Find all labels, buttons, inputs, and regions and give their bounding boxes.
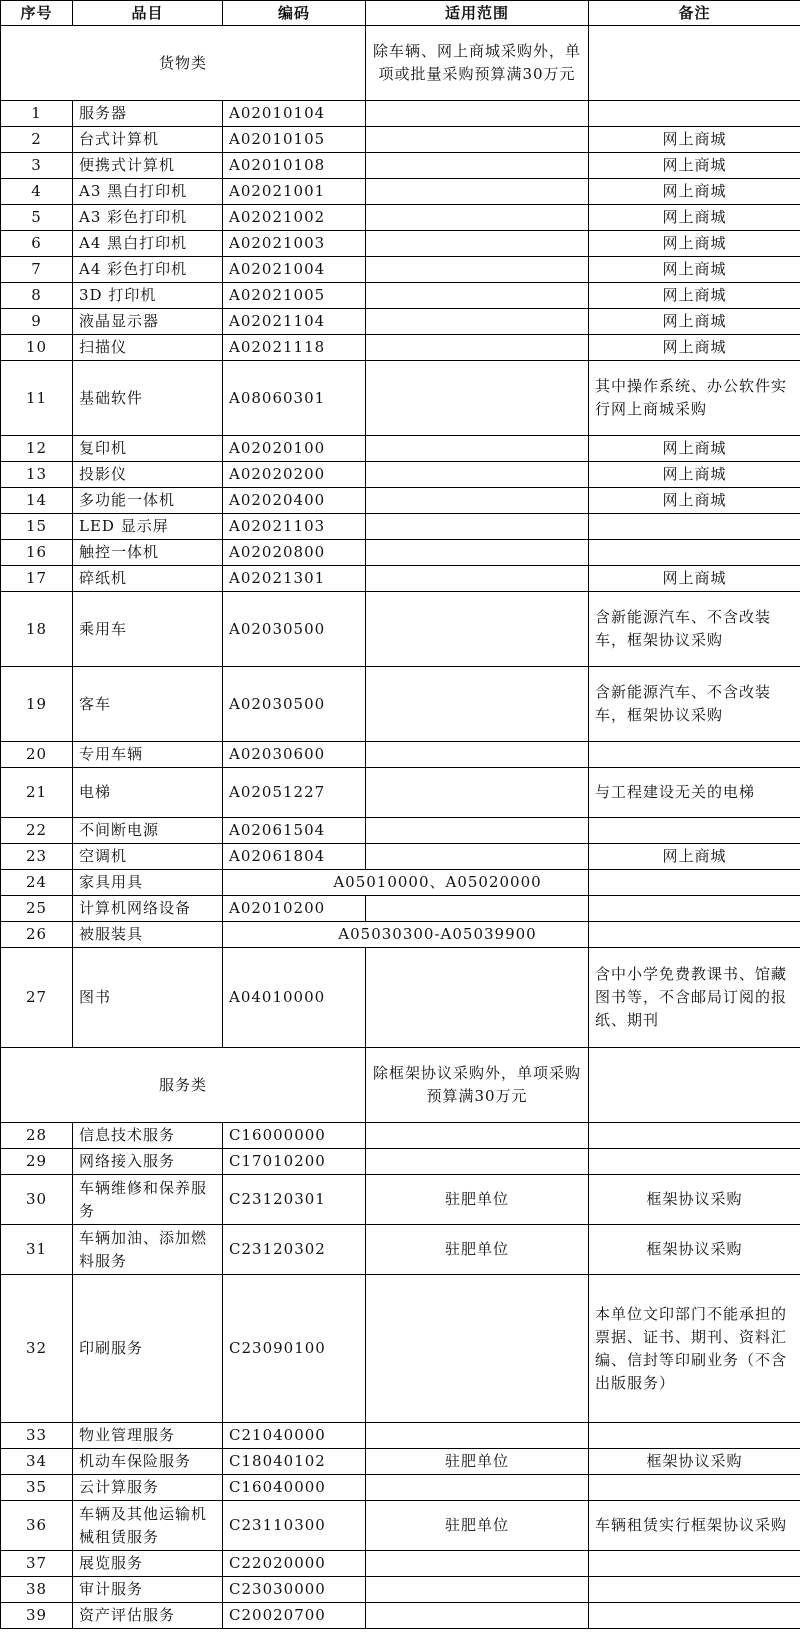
item-name: 服务器 — [73, 101, 223, 127]
item-code: C17010200 — [223, 1149, 366, 1175]
table-row — [1, 1123, 800, 1149]
table-row — [1, 870, 800, 896]
item-scope: 驻肥单位 — [366, 1449, 589, 1475]
item-scope — [366, 1475, 589, 1501]
item-note: 网上商城 — [589, 462, 800, 488]
item-name: 信息技术服务 — [73, 1123, 223, 1149]
item-name: 印刷服务 — [73, 1275, 223, 1423]
item-name: 车辆及其他运输机械租赁服务 — [73, 1501, 223, 1551]
item-scope — [366, 844, 589, 870]
item-scope — [366, 667, 589, 742]
row-number: 29 — [1, 1149, 73, 1175]
item-name: 客车 — [73, 667, 223, 742]
item-scope — [366, 566, 589, 592]
item-name: 审计服务 — [73, 1577, 223, 1603]
item-name: 空调机 — [73, 844, 223, 870]
item-note: 车辆租赁实行框架协议采购 — [589, 1501, 800, 1551]
header-code: 编码 — [223, 1, 366, 26]
table-row — [1, 922, 800, 948]
item-name: A4 彩色打印机 — [73, 257, 223, 283]
item-code: A02010104 — [223, 101, 366, 127]
item-code: A02061504 — [223, 818, 366, 844]
item-note — [589, 922, 800, 948]
item-note: 网上商城 — [589, 127, 800, 153]
item-note: 网上商城 — [589, 844, 800, 870]
table-row — [1, 1449, 800, 1475]
header-note: 备注 — [589, 1, 800, 26]
table-row — [1, 335, 800, 361]
item-note — [589, 896, 800, 922]
item-name: 资产评估服务 — [73, 1603, 223, 1629]
item-code: A02030500 — [223, 592, 366, 667]
header-scope: 适用范围 — [366, 1, 589, 26]
table-row — [1, 592, 800, 667]
item-note: 含中小学免费教课书、馆藏图书等，不含邮局订阅的报纸、期刊 — [589, 948, 800, 1048]
row-number: 18 — [1, 592, 73, 667]
row-number: 6 — [1, 231, 73, 257]
item-name: 3D 打印机 — [73, 283, 223, 309]
section-label-goods: 货物类 — [1, 26, 366, 101]
item-note — [589, 514, 800, 540]
item-note — [589, 1123, 800, 1149]
item-code: C23090100 — [223, 1275, 366, 1423]
table-row — [1, 488, 800, 514]
item-name: 网络接入服务 — [73, 1149, 223, 1175]
table-row — [1, 257, 800, 283]
item-name: 被服装具 — [73, 922, 223, 948]
table-row — [1, 231, 800, 257]
item-note: 与工程建设无关的电梯 — [589, 768, 800, 818]
item-code: A02020100 — [223, 436, 366, 462]
header-no: 序号 — [1, 1, 73, 26]
row-number: 16 — [1, 540, 73, 566]
item-name: 基础软件 — [73, 361, 223, 436]
item-scope — [366, 153, 589, 179]
table-row — [1, 179, 800, 205]
item-scope — [366, 101, 589, 127]
section-note-goods — [589, 26, 800, 101]
item-note — [589, 540, 800, 566]
item-name: 计算机网络设备 — [73, 896, 223, 922]
item-note: 网上商城 — [589, 205, 800, 231]
item-scope — [366, 231, 589, 257]
item-name: LED 显示屏 — [73, 514, 223, 540]
item-note: 其中操作系统、办公软件实行网上商城采购 — [589, 361, 800, 436]
item-scope — [366, 179, 589, 205]
item-code: A02021003 — [223, 231, 366, 257]
row-number: 17 — [1, 566, 73, 592]
item-note: 框架协议采购 — [589, 1449, 800, 1475]
section-row-services — [1, 1048, 800, 1123]
table-row — [1, 436, 800, 462]
item-note: 框架协议采购 — [589, 1225, 800, 1275]
item-note — [589, 1603, 800, 1629]
item-code: A02051227 — [223, 768, 366, 818]
item-name: 专用车辆 — [73, 742, 223, 768]
item-scope — [366, 896, 589, 922]
item-code: A02061804 — [223, 844, 366, 870]
item-note: 网上商城 — [589, 335, 800, 361]
item-name: 扫描仪 — [73, 335, 223, 361]
item-scope — [366, 592, 589, 667]
item-code: C18040102 — [223, 1449, 366, 1475]
item-name: 云计算服务 — [73, 1475, 223, 1501]
item-code: A05030300-A05039900 — [223, 922, 589, 948]
item-name: 展览服务 — [73, 1551, 223, 1577]
row-number: 38 — [1, 1577, 73, 1603]
item-code: A02010105 — [223, 127, 366, 153]
table-row — [1, 153, 800, 179]
item-code: A02021002 — [223, 205, 366, 231]
item-code: C22020000 — [223, 1551, 366, 1577]
row-number: 27 — [1, 948, 73, 1048]
item-scope — [366, 1123, 589, 1149]
item-note: 网上商城 — [589, 283, 800, 309]
item-scope — [366, 742, 589, 768]
item-scope — [366, 1577, 589, 1603]
row-number: 28 — [1, 1123, 73, 1149]
item-note — [589, 1551, 800, 1577]
table-row — [1, 1175, 800, 1225]
table-row — [1, 205, 800, 231]
item-code: A02030600 — [223, 742, 366, 768]
item-name: 机动车保险服务 — [73, 1449, 223, 1475]
item-scope — [366, 514, 589, 540]
item-note — [589, 101, 800, 127]
item-note — [589, 1577, 800, 1603]
table-row — [1, 1275, 800, 1423]
row-number: 25 — [1, 896, 73, 922]
row-number: 21 — [1, 768, 73, 818]
table-row — [1, 361, 800, 436]
row-number: 32 — [1, 1275, 73, 1423]
item-code: A02021104 — [223, 309, 366, 335]
item-scope — [366, 283, 589, 309]
row-number: 4 — [1, 179, 73, 205]
item-note: 网上商城 — [589, 179, 800, 205]
item-code: C16040000 — [223, 1475, 366, 1501]
item-note: 网上商城 — [589, 309, 800, 335]
item-scope — [366, 948, 589, 1048]
row-number: 37 — [1, 1551, 73, 1577]
item-name: 乘用车 — [73, 592, 223, 667]
item-scope: 驻肥单位 — [366, 1175, 589, 1225]
item-scope — [366, 488, 589, 514]
table-body — [1, 26, 800, 1629]
item-scope — [366, 1603, 589, 1629]
table-row — [1, 540, 800, 566]
item-scope — [366, 1149, 589, 1175]
item-note: 含新能源汽车、不含改装车，框架协议采购 — [589, 667, 800, 742]
table-row — [1, 948, 800, 1048]
item-note — [589, 818, 800, 844]
item-code: A04010000 — [223, 948, 366, 1048]
item-note: 网上商城 — [589, 566, 800, 592]
item-code: A02020800 — [223, 540, 366, 566]
row-number: 33 — [1, 1423, 73, 1449]
row-number: 15 — [1, 514, 73, 540]
row-number: 5 — [1, 205, 73, 231]
row-number: 11 — [1, 361, 73, 436]
row-number: 13 — [1, 462, 73, 488]
item-code: A02021301 — [223, 566, 366, 592]
table-row — [1, 1423, 800, 1449]
section-note-services — [589, 1048, 800, 1123]
item-name: 投影仪 — [73, 462, 223, 488]
row-number: 20 — [1, 742, 73, 768]
item-name: 图书 — [73, 948, 223, 1048]
item-name: 碎纸机 — [73, 566, 223, 592]
table-row — [1, 566, 800, 592]
table-row — [1, 742, 800, 768]
row-number: 30 — [1, 1175, 73, 1225]
item-code: A02030500 — [223, 667, 366, 742]
item-note — [589, 742, 800, 768]
table-row — [1, 1501, 800, 1551]
row-number: 14 — [1, 488, 73, 514]
item-code: C23030000 — [223, 1577, 366, 1603]
item-scope — [366, 361, 589, 436]
item-note: 网上商城 — [589, 488, 800, 514]
table-row — [1, 896, 800, 922]
table-row — [1, 1149, 800, 1175]
item-note: 网上商城 — [589, 436, 800, 462]
item-scope — [366, 818, 589, 844]
table-row — [1, 1577, 800, 1603]
row-number: 7 — [1, 257, 73, 283]
item-note — [589, 1149, 800, 1175]
section-scope-services: 除框架协议采购外，单项采购预算满30万元 — [366, 1048, 589, 1123]
item-name: A3 彩色打印机 — [73, 205, 223, 231]
item-name: A4 黑白打印机 — [73, 231, 223, 257]
item-scope — [366, 257, 589, 283]
item-scope — [366, 309, 589, 335]
item-name: 车辆维修和保养服务 — [73, 1175, 223, 1225]
item-name: 液晶显示器 — [73, 309, 223, 335]
row-number: 26 — [1, 922, 73, 948]
item-code: C23120302 — [223, 1225, 366, 1275]
item-scope: 驻肥单位 — [366, 1225, 589, 1275]
table-row — [1, 667, 800, 742]
item-code: C23110300 — [223, 1501, 366, 1551]
item-scope — [366, 540, 589, 566]
item-note: 本单位文印部门不能承担的票据、证书、期刊、资料汇编、信封等印刷业务（不含出版服务） — [589, 1275, 800, 1423]
item-name: 不间断电源 — [73, 818, 223, 844]
table-row — [1, 818, 800, 844]
row-number: 36 — [1, 1501, 73, 1551]
table-row — [1, 101, 800, 127]
item-scope — [366, 462, 589, 488]
item-code: A05010000、A05020000 — [223, 870, 589, 896]
header-item: 品目 — [73, 1, 223, 26]
row-number: 2 — [1, 127, 73, 153]
table-row — [1, 1603, 800, 1629]
item-code: A02021005 — [223, 283, 366, 309]
item-name: 便携式计算机 — [73, 153, 223, 179]
table-row — [1, 127, 800, 153]
item-note: 框架协议采购 — [589, 1175, 800, 1225]
row-number: 1 — [1, 101, 73, 127]
item-scope — [366, 1275, 589, 1423]
table-row — [1, 844, 800, 870]
section-label-services: 服务类 — [1, 1048, 366, 1123]
item-note: 含新能源汽车、不含改装车，框架协议采购 — [589, 592, 800, 667]
item-name: 多功能一体机 — [73, 488, 223, 514]
row-number: 31 — [1, 1225, 73, 1275]
table-row — [1, 1225, 800, 1275]
item-scope — [366, 127, 589, 153]
item-scope — [366, 205, 589, 231]
item-code: A02021118 — [223, 335, 366, 361]
row-number: 24 — [1, 870, 73, 896]
table-row — [1, 309, 800, 335]
item-note — [589, 1423, 800, 1449]
row-number: 22 — [1, 818, 73, 844]
item-name: 家具用具 — [73, 870, 223, 896]
table-row — [1, 1475, 800, 1501]
item-name: 触控一体机 — [73, 540, 223, 566]
item-code: A02020200 — [223, 462, 366, 488]
row-number: 9 — [1, 309, 73, 335]
item-note — [589, 870, 800, 896]
item-scope — [366, 768, 589, 818]
item-scope — [366, 1551, 589, 1577]
item-code: C23120301 — [223, 1175, 366, 1225]
item-code: C16000000 — [223, 1123, 366, 1149]
row-number: 10 — [1, 335, 73, 361]
item-scope — [366, 1423, 589, 1449]
item-scope — [366, 436, 589, 462]
item-code: A02010108 — [223, 153, 366, 179]
item-note — [589, 1475, 800, 1501]
section-scope-goods: 除车辆、网上商城采购外，单项或批量采购预算满30万元 — [366, 26, 589, 101]
row-number: 39 — [1, 1603, 73, 1629]
item-code: A08060301 — [223, 361, 366, 436]
item-scope: 驻肥单位 — [366, 1501, 589, 1551]
row-number: 3 — [1, 153, 73, 179]
item-code: C21040000 — [223, 1423, 366, 1449]
table-row — [1, 1551, 800, 1577]
item-code: A02021001 — [223, 179, 366, 205]
row-number: 19 — [1, 667, 73, 742]
row-number: 12 — [1, 436, 73, 462]
item-name: 电梯 — [73, 768, 223, 818]
table-row — [1, 514, 800, 540]
item-code: A02010200 — [223, 896, 366, 922]
item-note: 网上商城 — [589, 257, 800, 283]
table-row — [1, 768, 800, 818]
row-number: 34 — [1, 1449, 73, 1475]
item-code: A02020400 — [223, 488, 366, 514]
item-note: 网上商城 — [589, 231, 800, 257]
item-code: A02021103 — [223, 514, 366, 540]
item-code: C20020700 — [223, 1603, 366, 1629]
row-number: 8 — [1, 283, 73, 309]
table-row — [1, 283, 800, 309]
table-header-row — [1, 1, 800, 26]
item-code: A02021004 — [223, 257, 366, 283]
item-name: 复印机 — [73, 436, 223, 462]
item-name: 物业管理服务 — [73, 1423, 223, 1449]
item-note: 网上商城 — [589, 153, 800, 179]
row-number: 23 — [1, 844, 73, 870]
item-name: A3 黑白打印机 — [73, 179, 223, 205]
section-row-goods — [1, 26, 800, 101]
row-number: 35 — [1, 1475, 73, 1501]
table-row — [1, 462, 800, 488]
item-scope — [366, 335, 589, 361]
item-name: 车辆加油、添加燃料服务 — [73, 1225, 223, 1275]
item-name: 台式计算机 — [73, 127, 223, 153]
